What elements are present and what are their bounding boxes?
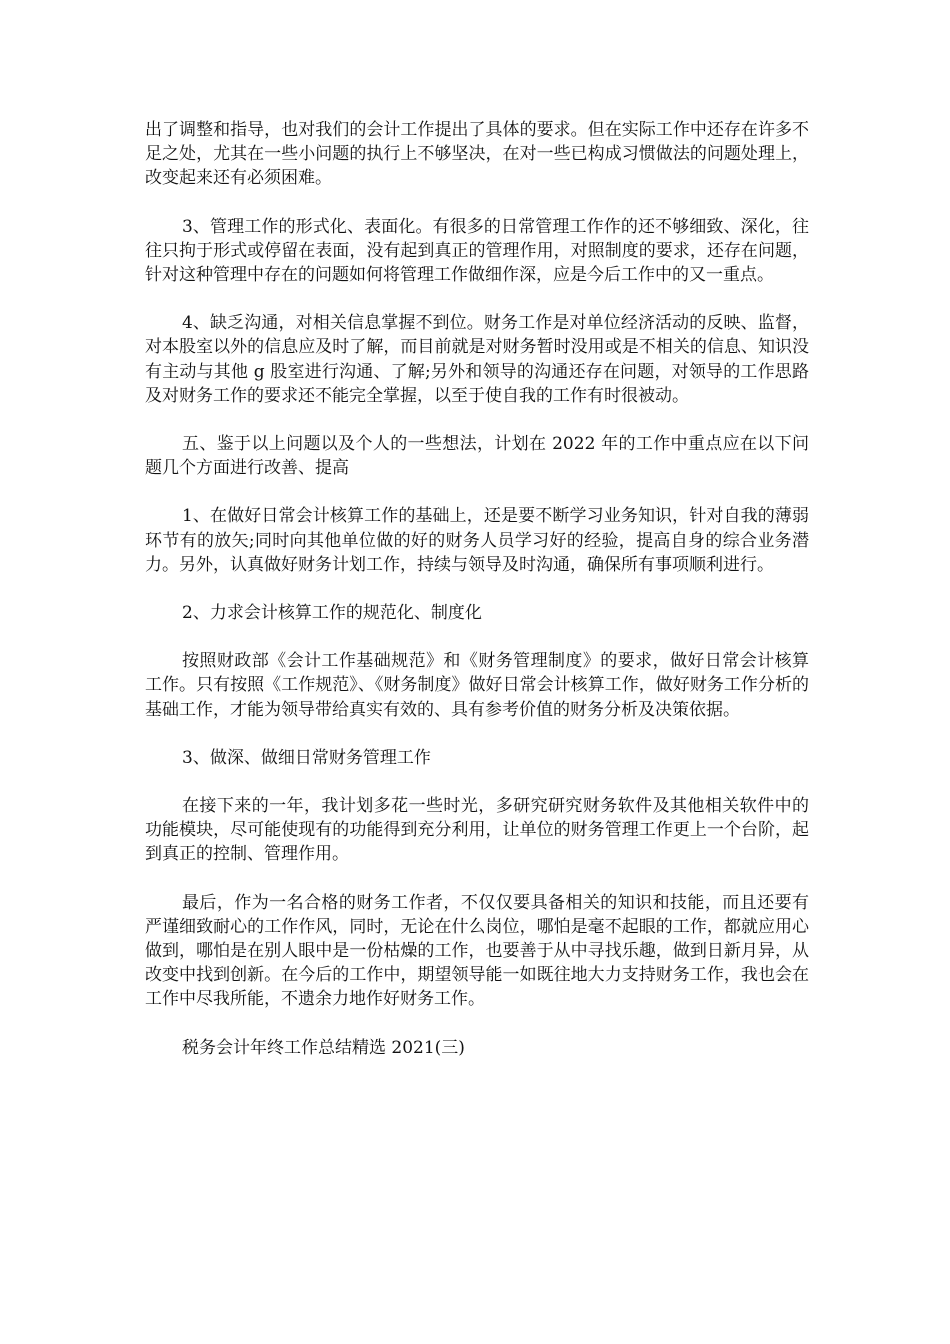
paragraph-section-5-plan: 五、鉴于以上问题以及个人的一些想法，计划在 2022 年的工作中重点应在以下问题几个方面进行改善、提高 bbox=[145, 434, 809, 479]
paragraph-item-4-communication: 4、缺乏沟通，对相关信息掌握不到位。财务工作是对单位经济活动的反映、监督，对本股室以外的信息应及时了解，而目前就是对财务暂时没用或是不相关的信息、知识没有主动与其他 g 股室进行沟通、了解;另外和领导的沟通还存在问题，对领导的工作思路及对财务工作的要求还不能完全掌握，以至于使自我的工作有时很被动。 bbox=[145, 313, 809, 406]
paragraph-continuation: 出了调整和指导，也对我们的会计工作提出了具体的要求。但在实际工作中还存在许多不足之处，尤其在一些小问题的执行上不够坚决，在对一些已构成习惯做法的问题处理上，改变起来还有必须困难。 bbox=[145, 120, 809, 189]
paragraph-plan-item-1: 1、在做好日常会计核算工作的基础上，还是要不断学习业务知识，针对自我的薄弱环节有的放矢;同时向其他单位做的好的财务人员学习好的经验，提高自身的综合业务潜力。另外，认真做好财务计划工作，持续与领导及时沟通，确保所有事项顺利进行。 bbox=[145, 506, 809, 575]
paragraph-plan-item-3-heading: 3、做深、做细日常财务管理工作 bbox=[182, 747, 431, 768]
paragraph-conclusion: 最后，作为一名合格的财务工作者，不仅仅要具备相关的知识和技能，而且还要有严谨细致耐心的工作作风，同时，无论在什么岗位，哪怕是毫不起眼的工作，都就应用心做到，哪怕是在别人眼中是一份枯燥的工作，也要善于从中寻找乐趣，做到日新月异，从改变中找到创新。在今后的工作中，期望领导能一如既往地大力支持财务工作，我也会在工作中尽我所能，不遗余力地作好财务工作。 bbox=[145, 892, 809, 1010]
paragraph-plan-item-3-body: 在接下来的一年，我计划多花一些时光，多研究研究财务软件及其他相关软件中的功能模块，尽可能使现有的功能得到充分利用，让单位的财务管理工作更上一个台阶，起到真正的控制、管理作用。 bbox=[145, 796, 809, 865]
paragraph-item-3-formalism: 3、管理工作的形式化、表面化。有很多的日常管理工作作的还不够细致、深化，往往只拘于形式或停留在表面，没有起到真正的管理作用，对照制度的要求，还存在问题，针对这种管理中存在的问题如何将管理工作做细作深，应是今后工作中的又一重点。 bbox=[145, 216, 809, 286]
section-title-next: 税务会计年终工作总结精选 2021(三) bbox=[182, 1037, 465, 1058]
paragraph-plan-item-2-heading: 2、力求会计核算工作的规范化、制度化 bbox=[182, 603, 482, 624]
document-page bbox=[145, 118, 809, 1084]
paragraph-plan-item-2-body: 按照财政部《会计工作基础规范》和《财务管理制度》的要求，做好日常会计核算工作。只有按照《工作规范》、《财务制度》做好日常会计核算工作，做好财务工作分析的基础工作，才能为领导带给真实有效的、具有参考价值的财务分析及决策依据。 bbox=[145, 651, 809, 720]
